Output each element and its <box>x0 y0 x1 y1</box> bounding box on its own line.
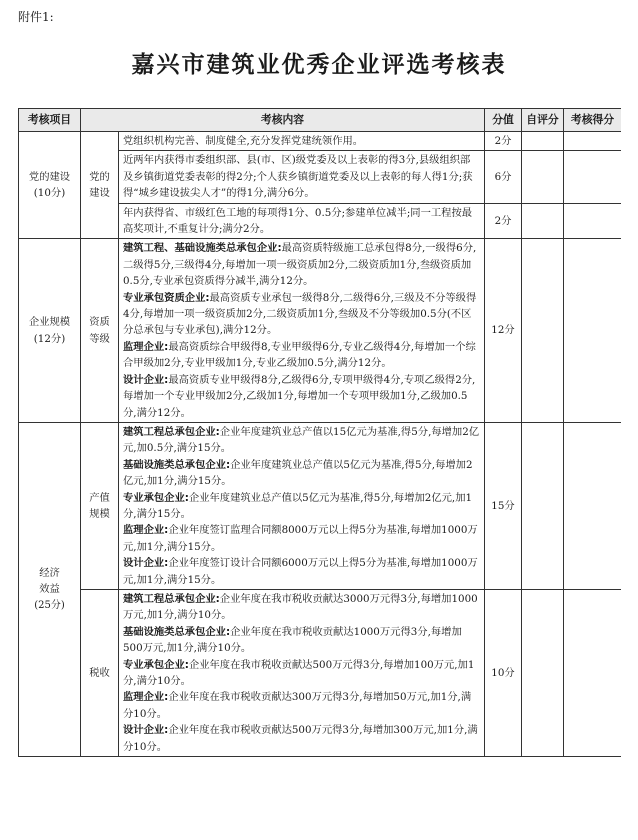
section-lead: 设计企业: <box>123 724 169 737</box>
self-score-cell[interactable] <box>522 239 564 422</box>
section-text: 企业年度建筑业总产值以15亿元为基准,得5分,每增加2亿元,加0.5分,满分15分。 <box>123 425 480 455</box>
section-text: 最高资质专业承包一级得8分,二级得6分,三级及不分等级得4分,每增加一项一级资质加2分,二级资质加1分,叁级及不分等级加0.5分(不区分总承包与专业承包),满分12分。 <box>123 291 477 337</box>
header-self-score: 自评分 <box>522 109 564 132</box>
subcategory-label: 党的建设 <box>89 170 110 200</box>
section-text: 最高资质专业甲级得8分,乙级得6分,专项甲级得4分,专项乙级得2分,每增加一个专业甲级加2分,乙级加1分,每增加一个专项甲级加1分,乙级加0.5分,满分12分。 <box>123 373 476 419</box>
section-lead: 设计企业: <box>123 373 169 386</box>
assessed-score-cell[interactable] <box>564 239 622 422</box>
section-text: 最高资质特级施工总承包得8分,一级得6分,二级得5分,三级得4分,每增加一项一级资质加2分,二级资质加1分,叁级资质加0.5分,专业承包资质得分减半,满分12分。 <box>123 242 477 288</box>
table-row <box>19 589 622 756</box>
score-cell: 15分 <box>485 422 522 589</box>
content-section <box>123 722 480 755</box>
assessed-score-cell[interactable] <box>564 132 622 151</box>
table-row <box>19 239 622 422</box>
subcategory-label-line2: 规模 <box>89 507 110 520</box>
section-text: 企业年度建筑业总产值以5亿元为基准,得5分,每增加2亿元,加1分,满分15分。 <box>123 458 473 488</box>
category-party <box>19 132 81 239</box>
subcategory-label: 税收 <box>89 666 110 679</box>
section-lead: 设计企业: <box>123 557 169 570</box>
section-text: 企业年度在我市税收贡献达300万元得3分,每增加50万元,加1分,满分10分。 <box>123 691 472 720</box>
subcategory-output <box>81 422 119 589</box>
content-cell <box>119 239 485 422</box>
self-score-cell[interactable] <box>522 151 564 203</box>
assessed-score-cell[interactable] <box>564 589 622 756</box>
section-lead: 建筑工程总承包企业: <box>123 425 220 438</box>
content-cell <box>119 422 485 589</box>
self-score-cell[interactable] <box>522 422 564 589</box>
score-cell: 2分 <box>485 203 522 239</box>
section-lead: 建筑工程、基础设施类总承包企业: <box>123 242 282 255</box>
content-section <box>123 624 480 657</box>
section-lead: 基础设施类总承包企业: <box>123 625 231 638</box>
subcategory-tax <box>81 589 119 756</box>
content-cell: 年内获得省、市级红色工地的每项得1分、0.5分;参建单位减半;同一工程按最高奖项计,不重复计分;满分2分。 <box>119 203 485 239</box>
category-score: (25分) <box>34 599 65 611</box>
content-section <box>123 522 480 555</box>
score-cell: 6分 <box>485 151 522 203</box>
section-lead: 建筑工程总承包企业: <box>123 592 220 605</box>
content-section <box>123 591 480 624</box>
section-lead: 监理企业: <box>123 691 169 704</box>
category-label-line2: 效益 <box>39 583 60 596</box>
assessed-score-cell[interactable] <box>564 422 622 589</box>
content-section <box>123 657 480 690</box>
category-label: 企业规模 <box>28 316 71 329</box>
section-text: 企业年度签订监理合同额8000万元以上得5分为基准,每增加1000万元,加1分,满分15分。 <box>123 524 478 553</box>
subcategory-label: 资质等级 <box>89 316 110 345</box>
attachment-label: 附件1: <box>18 10 54 24</box>
content-section <box>123 555 480 588</box>
assessment-table <box>18 108 621 757</box>
header-row <box>19 109 622 132</box>
header-item: 考核项目 <box>19 109 81 132</box>
section-text: 企业年度在我市税收贡献达3000万元得3分,每增加1000万元,加1分,满分10分。 <box>123 592 478 622</box>
content-section <box>123 457 480 490</box>
subcategory-party <box>81 132 119 239</box>
content-section <box>123 490 480 523</box>
section-lead: 基础设施类总承包企业: <box>123 458 231 471</box>
table-row <box>19 422 622 589</box>
section-text: 最高资质综合甲级得8,专业甲级得6分,专业乙级得4分,每增加一个综合甲级加2分,专业甲级加1分,专业乙级加0.5分,满分12分。 <box>123 340 476 370</box>
subcategory-qualification <box>81 239 119 422</box>
section-lead: 专业承包资质企业: <box>123 291 210 304</box>
score-cell: 2分 <box>485 132 522 151</box>
section-lead: 监理企业: <box>123 524 169 537</box>
assessed-score-cell[interactable] <box>564 203 622 239</box>
self-score-cell[interactable] <box>522 589 564 756</box>
header-score: 分值 <box>485 109 522 132</box>
category-label: 党的建设 <box>28 170 71 183</box>
section-text: 企业年度签订设计合同额6000万元以上得5分为基准,每增加1000万元,加1分,满分15分。 <box>123 557 478 586</box>
section-text: 企业年度在我市税收贡献达1000万元得3分,每增加500万元,加1分,满分10分。 <box>123 625 462 655</box>
header-content: 考核内容 <box>81 109 485 132</box>
category-score: (12分) <box>33 332 66 345</box>
category-score: (10分) <box>33 187 66 200</box>
section-lead: 专业承包企业: <box>123 658 189 671</box>
header-assessed-score: 考核得分 <box>564 109 622 132</box>
content-cell: 近两年内获得市委组织部、县(市、区)级党委及以上表彰的得3分,县级组织部及乡镇街道党委表彰的得2分;个人获乡镇街道党委及以上表彰的每人得1分;获得“城乡建设拔尖人才”的得1分,满分6分。 <box>119 151 485 203</box>
content-section <box>123 689 480 722</box>
section-text: 企业年度在我市税收贡献达500万元得3分,每增加100万元,加1分,满分10分。 <box>123 658 475 687</box>
content-section <box>123 290 480 339</box>
section-lead: 专业承包企业: <box>123 491 189 504</box>
section-text: 企业年度建筑业总产值以5亿元为基准,得5分,每增加2亿元,加1分,满分15分。 <box>123 491 473 520</box>
category-label-line1: 经济 <box>39 566 60 579</box>
score-cell: 12分 <box>485 239 522 422</box>
self-score-cell[interactable] <box>522 203 564 239</box>
content-section <box>123 240 480 289</box>
table-row <box>19 132 622 151</box>
subcategory-label-line1: 产值 <box>89 491 110 504</box>
assessed-score-cell[interactable] <box>564 151 622 203</box>
section-text: 企业年度在我市税收贡献达500万元得3分,每增加300万元,加1分,满分10分。 <box>123 724 478 753</box>
category-economic <box>19 422 81 756</box>
content-section <box>123 372 480 421</box>
content-cell: 党组织机构完善、制度健全,充分发挥党建统领作用。 <box>119 132 485 151</box>
self-score-cell[interactable] <box>522 132 564 151</box>
section-lead: 监理企业: <box>123 340 169 353</box>
category-scale <box>19 239 81 422</box>
content-cell <box>119 589 485 756</box>
page-title: 嘉兴市建筑业优秀企业评选考核表 <box>131 52 507 78</box>
score-cell: 10分 <box>485 589 522 756</box>
assessment-table-frame <box>18 108 621 840</box>
content-section <box>123 424 480 457</box>
content-section <box>123 339 480 372</box>
